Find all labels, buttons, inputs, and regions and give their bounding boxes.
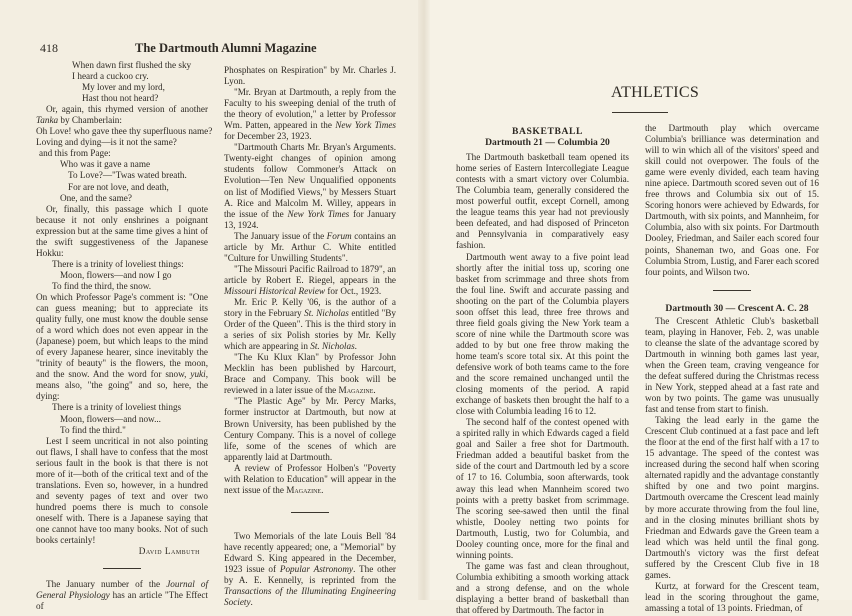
paragraph: Or, again, this rhymed version of another Tanka by Chamberlain: — [36, 104, 208, 126]
paragraph: "The Missouri Pacific Railroad to 1879", an article by Robert E. Riegel, appears in the Missouri Historical Review for Oct., 1923. — [224, 263, 396, 296]
verse-line: I heard a cuckoo cry. — [72, 71, 149, 82]
paragraph: The January number of the Journal of General Physiology has an article "The Effect of — [36, 579, 208, 612]
paragraph: The second half of the contest opened with a spirited rally in which Edwards caged a field goal and Sailer a free shot for Dartmouth. Friedman added a beautiful basket from the side of the court and Dartmouth led by a score of 17 to 16. Columbia, soon afterwards, took away this lead when Mannheim scored two points with a pretty basket from scrimmage. The scoring see-sawed then until the final whistle, Dooley netting two points for Dartmouth, Lustig, two for Columbia, and Dooley counting once, more for the final and winning points. — [456, 417, 629, 560]
paragraph: Mr. Eric P. Kelly '06, is the author of a story in the February St. Nicholas entitled "By Order of the Queen". This is the third story in a series of six Polish stories by Mr. Kelly which are appearing in St. Nicholas. — [224, 296, 396, 352]
verse-line: Loving and dying—is it not the same? — [36, 137, 177, 148]
paragraph: and this from Page: — [39, 148, 111, 159]
section-divider — [103, 568, 141, 569]
right-column-2 — [645, 123, 819, 614]
verse-line: Moon, flowers—and now I go — [60, 269, 172, 280]
paragraph: "The Ku Klux Klan" by Professor John Mecklin has been published by Harcourt, Brace and Company. This book will be reviewed in a later issue of the Magazine. — [224, 352, 396, 396]
paragraph: Lest I seem uncritical in not also pointing out flaws, I shall have to confess that the most serious fault in the book is that there is not more of it—both of the critical text and of the translations. Even so, however, in a hundred and seventy pages of text and over two hundred poems there is much to console oneself with. There is a Japanese saying that one cannot have too many books. Not of such books certainly! — [36, 435, 208, 546]
paragraph: "The Plastic Age" by Mr. Percy Marks, former instructor at Dartmouth, but now at Brown University, has been published by the Century Company. This is a novel of college life, some of the scenes of which are apparently laid at Dartmouth. — [224, 396, 396, 462]
paragraph: A review of Professor Holben's "Poverty with Relation to Education" will appear in the next issue of the Magazine. — [224, 462, 396, 495]
verse-line: Oh Love! who gave thee thy superfluous name? — [36, 126, 213, 137]
paragraph: The Dartmouth basketball team opened its home series of Eastern Intercollegiate League contests with a smart victory over Columbia. The Columbia team, generally considered the most powerful outfit, except Cornell, among the league teams this year had not previously been defeated, and had disposed of Princeton and Pennsylvania in comparatively easy fashion. — [456, 152, 629, 251]
paragraph: Taking the lead early in the game the Crescent Club continued at a fast pace and left the floor at the end of the first half with a 17 to 15 advantage. The speed of the contest was increased during the second half when scoring alternated rapidly and the advantage constantly shifted by one and two point margins. Dartmouth overcame the Crescent lead mainly by more accurate throwing from the foul line, and in the closing minutes brilliant shots by Friedman and Edwards gave the Green team a lead which was held until the final gong. Dartmouth's victory was the first defeat suffered by the Crescent Club five in 18 games. — [645, 415, 819, 580]
paragraph: The January issue of the Forum contains an article by Mr. Arthur C. White entitled "Culture for Unwilling Students". — [224, 230, 396, 263]
paragraph: Two Memorials of the late Louis Bell '84 have recently appeared; one, a "Memorial" by Edward S. King appeared in the December, 1923 issue of Popular Astronomy. The other by A. E. Kennelly, is reprinted from the Transactions of the Illuminating Engineering Society. — [224, 530, 396, 608]
section-title: ATHLETICS — [611, 84, 700, 101]
sport-heading: BASKETBALL — [511, 126, 584, 137]
paragraph: the Dartmouth play which overcame Columbia's brilliance was determination and will to win which all of the visitors' speed and skill could not overpower. The fouls of the game were evenly divided, each team having nine apiece. Dartmouth scored seven out of 16 free throws and Columbia six out of 15. Scoring honors were achieved by Edwards, for Dartmouth, with six points, and Mannheim, for Columbia, also with six points. For Dartmouth Dooley, Friedman, and Sailer each scored four points, Shaneman two, and Goas one. For Columbia Strom, Lustig, and Farer each scored four points, and Wilson two. — [645, 123, 820, 277]
verse-line: To find the third, the snow. — [52, 280, 152, 291]
title-rule — [612, 112, 668, 113]
verse-line: To Love?—"Twas wated breath. — [68, 170, 187, 181]
paragraph: Dartmouth went away to a five point lead shortly after the initial toss up, scoring one basket from scrimmage and three shots from the foul line. Swift and accurate passing and shooting on the part of the Columbia players soon offset this lead, three free throws and three field goals giving the New York team a score of nine while the Dartmouth score was added to by but one free throw making the home team's score total six. At this point the defensive work of both teams came to the fore and the score remained unchanged until the closing moments of the period. A rapid exchange of baskets then brought the half to a close with Columbia leading 16 to 12. — [456, 251, 629, 417]
verse-line: There is a trinity of loveliest things: — [52, 258, 184, 269]
paragraph: "Mr. Bryan at Dartmouth, a reply from the Faculty to his sweeping denial of the truth of the theory of evolution," a letter by Professor Wm. Patten, appeared in the New York Times for December 23, 1923. — [224, 87, 396, 142]
paragraph: Kurtz, at forward for the Crescent team, lead in the scoring throughout the game, amassing a total of 13 points. Friedman, of — [645, 580, 819, 613]
verse-line: My lover and my lord, — [82, 82, 165, 93]
author-signature: David Lambuth — [138, 546, 200, 557]
left-column-1 — [36, 60, 213, 612]
game-heading: Dartmouth 21 — Columbia 20 — [485, 137, 610, 149]
page-number: 418 — [40, 41, 58, 55]
verse-line: Moon, flowers—and now... — [60, 413, 161, 424]
verse-line: For are not love, and death, — [68, 181, 169, 192]
verse-line: There is a trinity of loveliest things — [52, 402, 182, 413]
left-column-2 — [224, 65, 396, 608]
paragraph: On which Professor Page's comment is: "One can guess meaning; but to appreciate its quality fully, one must know the double sense of a word which does not even appear in the (Japanese) poem, but which leaps to the mind of every Japanese hearer, since inevitably the "trinity of beauty" is the flowers, the moon, and the snow. And the word for snow, yuki, means also, "the going" and so, here, the dying: — [36, 291, 208, 402]
paragraph: Phosphates on Respiration" by Mr. Charles J. Lyon. — [224, 65, 396, 87]
right-column-1 — [456, 126, 629, 616]
running-head: The Dartmouth Alumni Magazine — [135, 41, 317, 55]
verse-line: To find the third." — [60, 424, 126, 435]
game-heading: Dartmouth 30 — Crescent A. C. 28 — [665, 302, 809, 314]
verse-line: Hast thou not heard? — [82, 93, 159, 104]
section-divider — [713, 290, 751, 291]
paragraph: "Dartmouth Charts Mr. Bryan's Arguments. Twenty-eight changes of opinion among students follow Commoner's Attack on Evolution—Ten New Unqualified opponents on list of Modified Views," by Messers Stuart A. Rice and Malcolm M. Willey, appears in the issue of the New York Times for January 13, 1924. — [224, 142, 396, 230]
paragraph: The game was fast and clean throughout, Columbia exhibiting a smooth working attack and a strong defense, and on the whole displaying a better brand of basketball than that offered by Dartmouth. The factor in — [456, 560, 629, 616]
verse-line: When dawn first flushed the sky — [72, 60, 192, 70]
verse-line: Who was it gave a name — [60, 159, 151, 170]
paragraph: Or, finally, this passage which I quote because it not only enshrines a poignant expression but at the same time gives a hint of the swift suggestiveness of the Japanese Hokku: — [36, 203, 208, 258]
paragraph: The Crescent Athletic Club's basketball team, playing in Hanover, Feb. 2, was unable to cleanse the slate of the advantage scored by Dartmouth in winning both games last year, when the Green team, craving vengeance for the defeat suffered during the Christmas recess in New York, stepped ahead at a fast rate and won by two points. The game was unusually fast and tense from start to finish. — [645, 315, 819, 415]
book-gutter — [418, 0, 430, 600]
verse-line: One, and the same? — [60, 192, 132, 203]
section-divider — [291, 512, 329, 513]
